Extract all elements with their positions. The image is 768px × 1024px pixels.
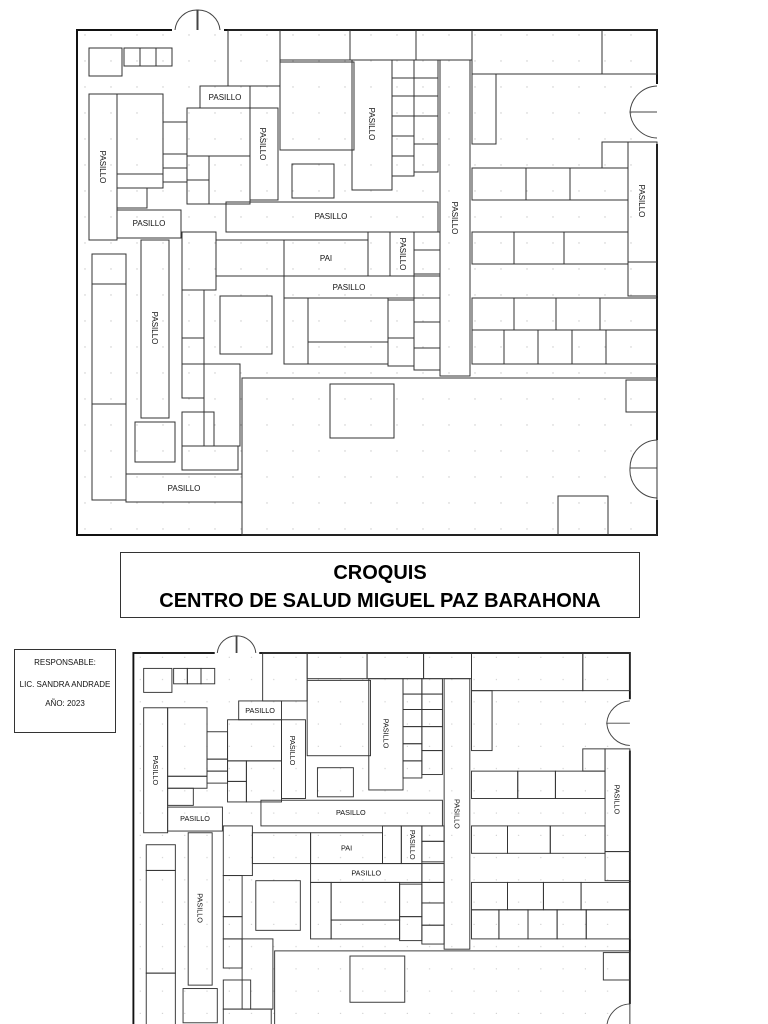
corridor-label: PASILLO [180,813,210,823]
responsible-label: RESPONSABLE: [34,658,96,667]
responsible-year: AÑO: 2023 [45,699,85,708]
corridor-label: PASILLO [288,735,298,766]
corridor-label: PASILLO [367,107,376,141]
corridor-label: PASILLO [314,212,348,221]
corridor-label: PASILLO [637,184,646,218]
corridor-label: PASILLO [245,705,275,715]
pai-label: PAI [319,254,333,263]
corridor-label: PASILLO [132,219,166,228]
corridor-label: PASILLO [452,799,462,829]
corridor-label: PASILLO [612,784,622,815]
corridor-label: PASILLO [398,237,407,271]
title-line-2: CENTRO DE SALUD MIGUEL PAZ BARAHONA [159,590,601,612]
corridor-label: PASILLO [381,718,391,749]
corridor-label: PASILLO [332,283,366,292]
pai-label: PAI [340,843,353,853]
corridor-label: PASILLO [167,484,201,493]
title-line-1: CROQUIS [333,562,427,584]
corridor-label: PASILLO [208,93,242,102]
corridor-label: PASILLO [151,755,161,786]
corridor-label: PASILLO [450,201,459,235]
corridor-label: PASILLO [351,868,382,878]
corridor-label: PASILLO [258,127,267,161]
corridor-label: PASILLO [150,311,159,345]
corridor-label: PASILLO [335,807,366,817]
responsible-name: LIC. SANDRA ANDRADE [19,680,111,689]
corridor-label: PASILLO [407,829,417,860]
corridor-label: PASILLO [98,150,107,184]
corridor-label: PASILLO [195,893,205,923]
